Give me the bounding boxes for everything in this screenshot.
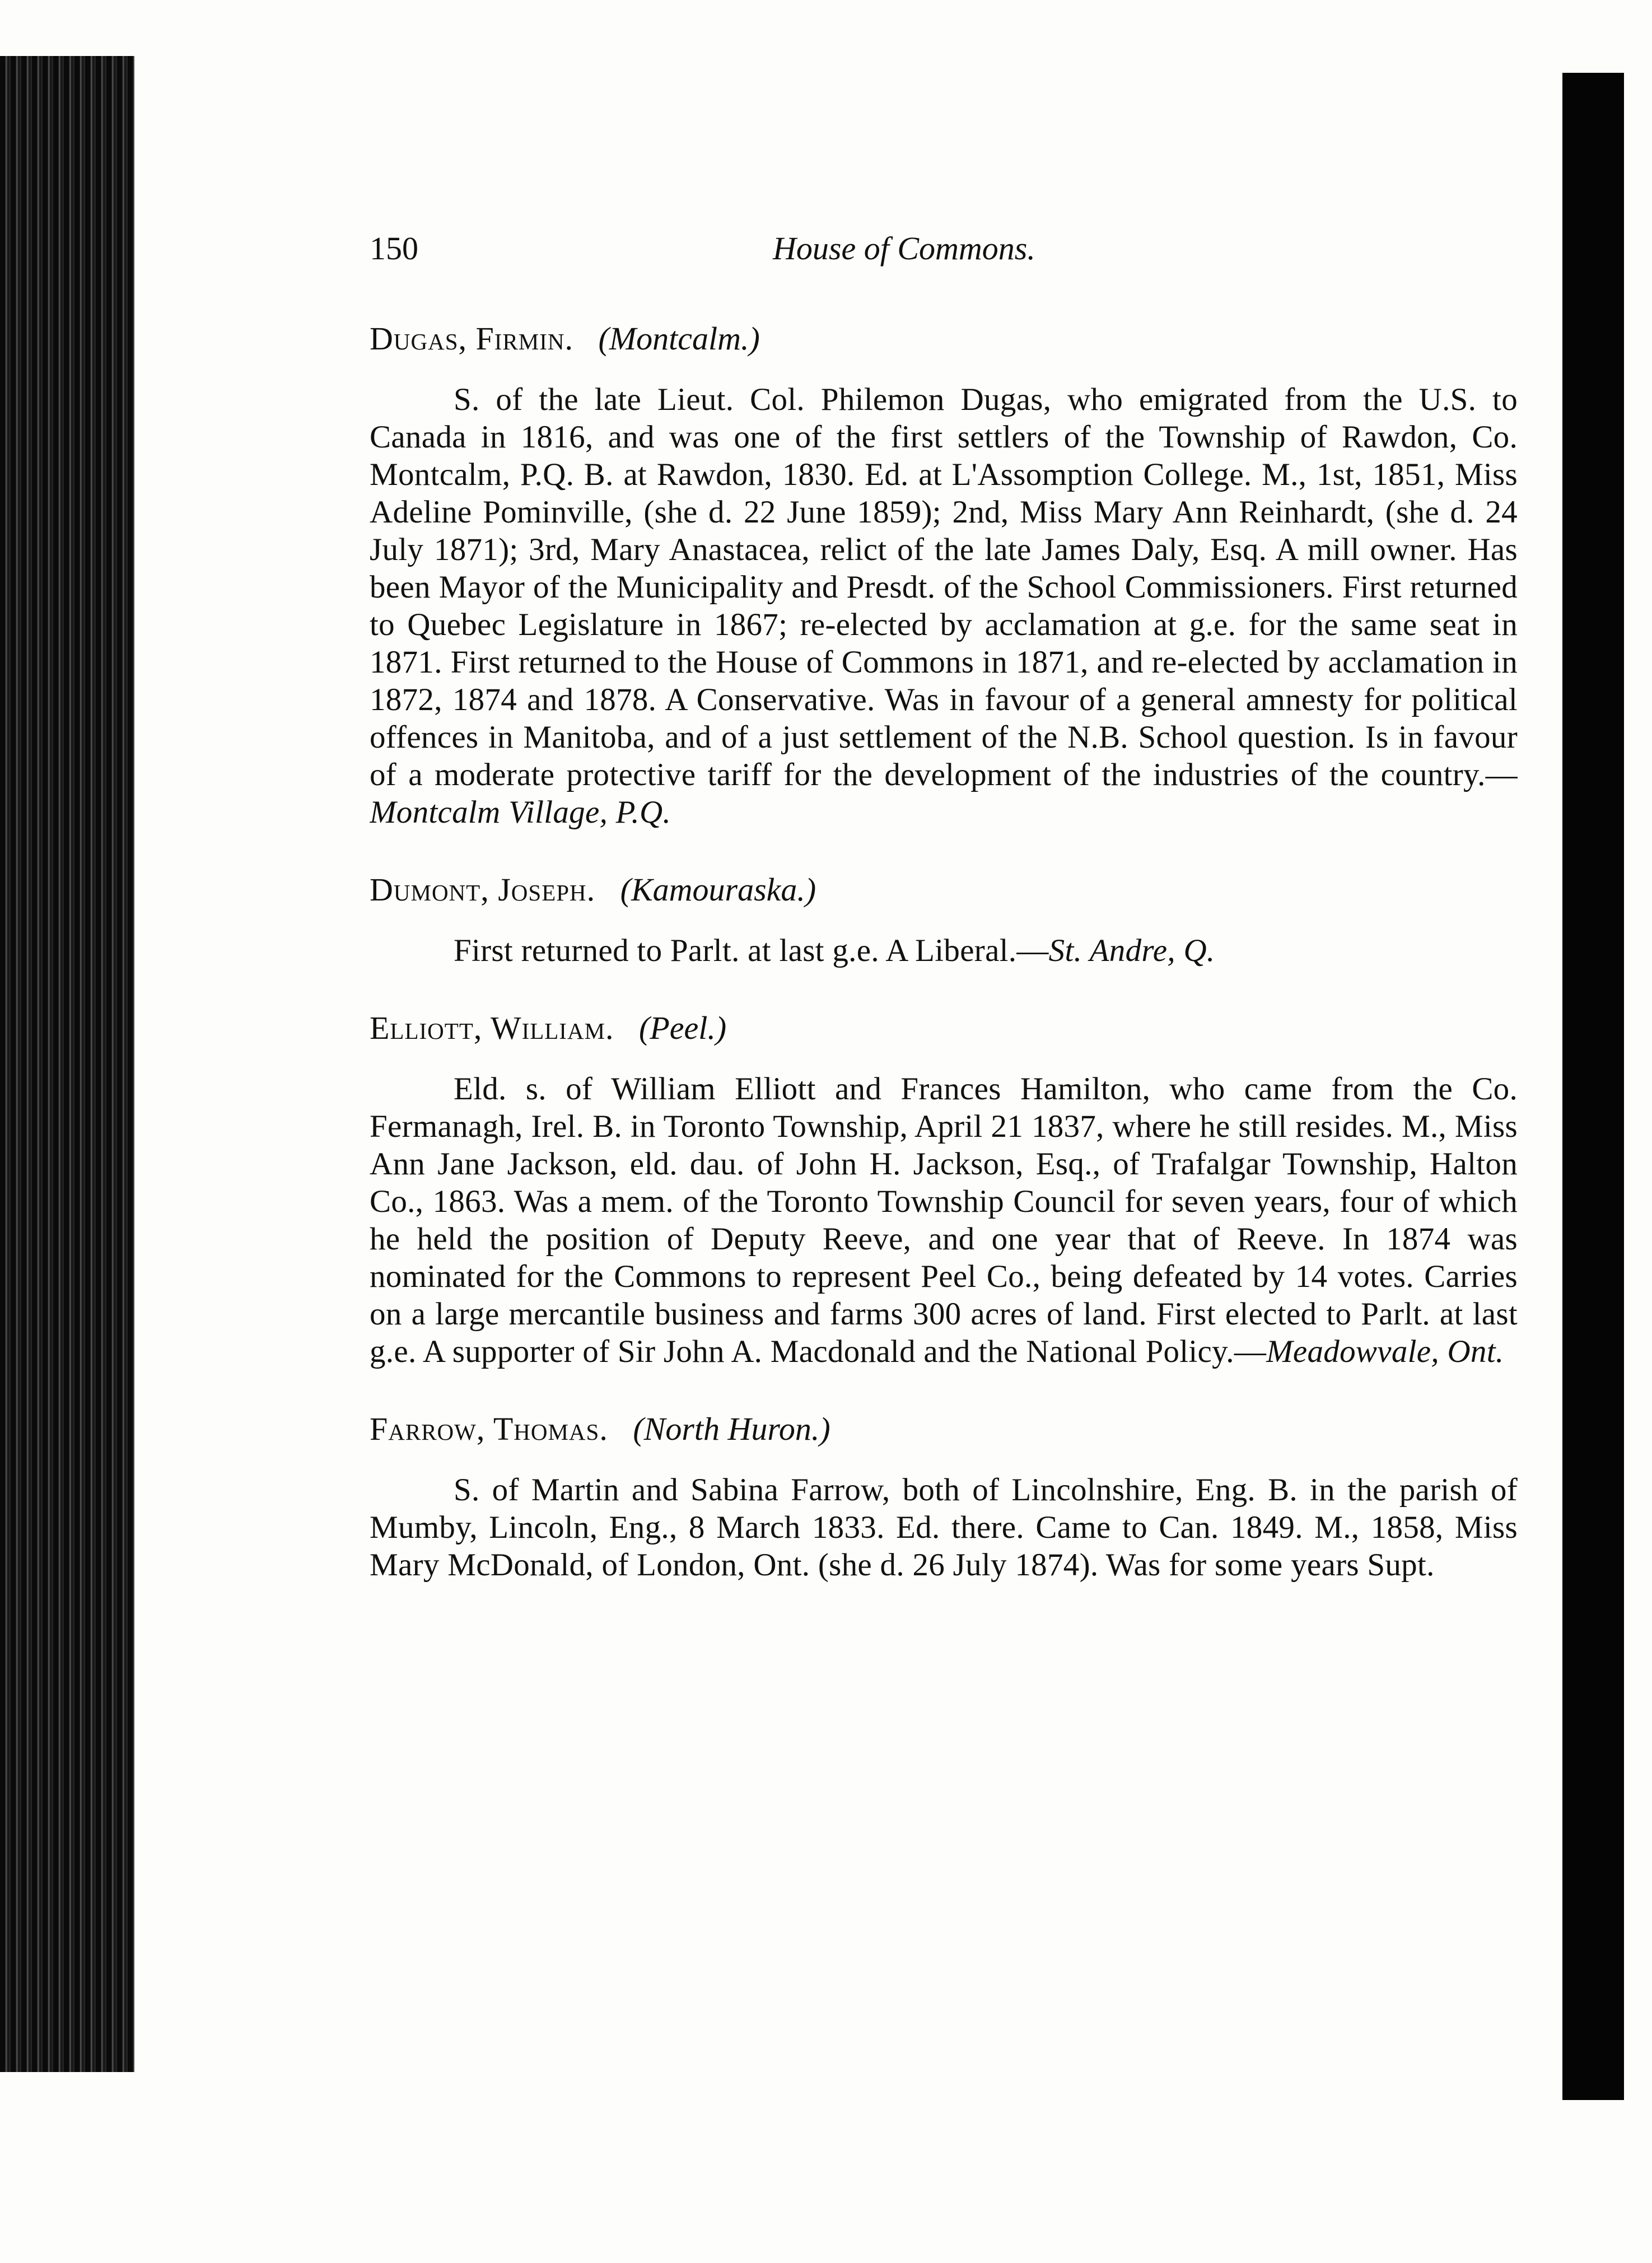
entry-heading (370, 1009, 1518, 1048)
scan-edge-right (1562, 73, 1624, 2100)
entry-dumont (370, 870, 1518, 969)
entry-biography: Eld. s. of William Elliott and Frances Hamilton, who came from the Co. Fermanagh, Irel. B. in Toronto Township, April 21 1837, where he still resides. M., Miss Ann Jane Jackson, eld. dau. of John H. Jackson, Esq., of Trafalgar Township, Halton Co., 1863. Was a mem. of the Toronto Township Council for seven years, four of which he held the position of Deputy Reeve, and one year that of Reeve. In 1874 was nominated for the Commons to represent Peel Co., being defeated by 14 votes. Carries on a large mercantile business and farms 300 acres of land. First elected to Parlt. at last g.e. A supporter of Sir John A. Macdonald and the National Policy.—Meadowvale, Ont. (370, 1071, 1518, 1369)
riding-name: (Kamouraska.) (620, 871, 816, 908)
riding-name: (Peel.) (639, 1010, 727, 1046)
entry-heading (370, 319, 1518, 358)
riding-name: (Montcalm.) (598, 320, 760, 357)
residence: Montcalm Village, P.Q. (370, 795, 671, 830)
page-number: 150 (370, 230, 418, 267)
riding-name: (North Huron.) (633, 1411, 830, 1447)
residence: St. Andre, Q. (1048, 933, 1215, 968)
entry-heading (370, 1410, 1518, 1449)
book-page (370, 230, 1518, 1938)
biography-text: Eld. s. of William Elliott and Frances Hamilton, who came from the Co. Fermanagh, Irel. B. in Toronto Township, April 21 1837, where he still resides. M., Miss Ann Jane Jackson, eld. dau. of John H. Jackson, Esq., of Trafalgar Township, Halton Co., 1863. Was a mem. of the Toronto Township Council for seven years, four of which he held the position of Deputy Reeve, and one year that of Reeve. In 1874 was nominated for the Commons to represent Peel Co., being defeated by 14 votes. Carries on a large mercantile business and farms 300 acres of land. First elected to Parlt. at last g.e. A supporter of Sir John A. Macdonald and the National Policy. (370, 1071, 1518, 1369)
member-name: Elliott, William. (370, 1010, 614, 1046)
member-name: Dumont, Joseph. (370, 871, 596, 908)
member-name: Dugas, Firmin. (370, 320, 573, 357)
entry-biography: S. of the late Lieut. Col. Philemon Dugas, who emigrated from the U.S. to Canada in 1816, and was one of the first settlers of the Township of Rawdon, Co. Montcalm, P.Q. B. at Rawdon, 1830. Ed. at L'Assomption College. M., 1st, 1851, Miss Adeline Pominville, (she d. 22 June 1859); 2nd, Miss Mary Ann Reinhardt, (she d. 24 July 1871); 3rd, Mary Anastacea, relict of the late James Daly, Esq. A mill owner. Has been Mayor of the Municipality and Presdt. of the School Commissioners. First returned to Quebec Legislature in 1867; re-elected by acclamation at g.e. for the same seat in 1871. First returned to the House of Commons in 1871, and re-elected by acclamation in 1872, 1874 and 1878. A Conservative. Was in favour of a general amnesty for political offences in Manitoba, and of a just settlement of the N.B. School question. Is in favour of a moderate protective tariff for the development of the industries of the country.—Montcalm Village, P.Q. (370, 382, 1518, 830)
biography-text: S. of the late Lieut. Col. Philemon Dugas, who emigrated from the U.S. to Canada in 1816, and was one of the first settlers of the Township of Rawdon, Co. Montcalm, P.Q. B. at Rawdon, 1830. Ed. at L'Assomption College. M., 1st, 1851, Miss Adeline Pominville, (she d. 22 June 1859); 2nd, Miss Mary Ann Reinhardt, (she d. 24 July 1871); 3rd, Mary Anastacea, relict of the late James Daly, Esq. A mill owner. Has been Mayor of the Municipality and Presdt. of the School Commissioners. First returned to Quebec Legislature in 1867; re-elected by acclamation at g.e. for the same seat in 1871. First returned to the House of Commons in 1871, and re-elected by acclamation in 1872, 1874 and 1878. A Conservative. Was in favour of a general amnesty for political offences in Manitoba, and of a just settlement of the N.B. School question. Is in favour of a moderate protective tariff for the development of the industries of the country. (370, 382, 1518, 792)
residence: Meadowvale, Ont. (1266, 1334, 1504, 1369)
entry-dugas (370, 319, 1518, 831)
entry-heading (370, 870, 1518, 909)
entry-elliott (370, 1009, 1518, 1370)
entry-biography: First returned to Parlt. at last g.e. A Liberal.—St. Andre, Q. (454, 933, 1215, 968)
running-head (370, 230, 1518, 280)
entry-farrow (370, 1410, 1518, 1584)
scan-edge-left (0, 56, 134, 2072)
biography-text: First returned to Parlt. at last g.e. A Liberal. (454, 933, 1017, 968)
running-title: House of Commons. (773, 230, 1035, 267)
member-name: Farrow, Thomas. (370, 1411, 608, 1447)
biography-text: S. of Martin and Sabina Farrow, both of Lincolnshire, Eng. B. in the parish of Mumby, Lincoln, Eng., 8 March 1833. Ed. there. Came to Can. 1849. M., 1858, Miss Mary McDonald, of London, Ont. (she d. 26 July 1874). Was for some years Supt. (370, 1472, 1518, 1583)
entry-biography (370, 1471, 1518, 1584)
